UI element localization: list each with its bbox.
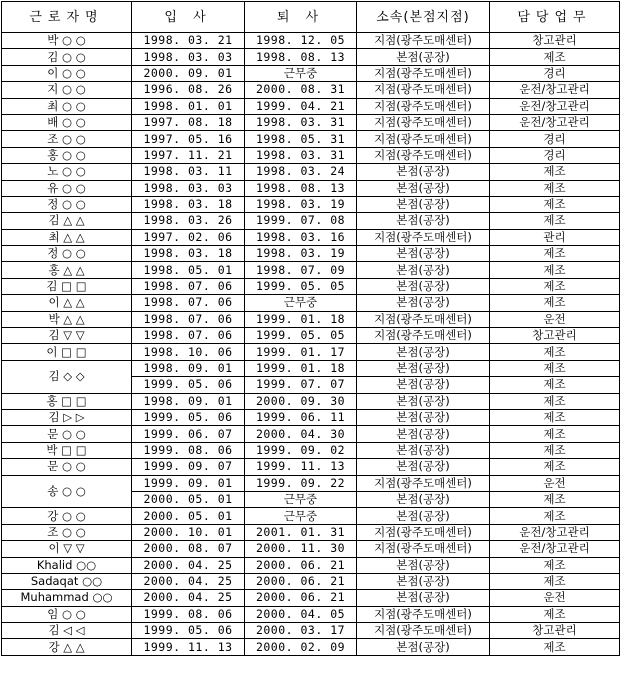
cell-name: 박 ○ ○ [2, 33, 132, 49]
cell-leave-date: 1998. 08. 13 [245, 49, 357, 65]
cell-hire-date: 1996. 08. 26 [132, 82, 245, 98]
cell-hire-date: 1998. 07. 06 [132, 311, 245, 327]
cell-name: 이 ▽ ▽ [2, 541, 132, 557]
cell-name: Khalid ○○ [2, 557, 132, 573]
cell-department: 본점(공장) [357, 360, 490, 376]
cell-job: 제조 [490, 393, 620, 409]
cell-job: 제조 [490, 573, 620, 589]
cell-leave-date: 1998. 05. 31 [245, 131, 357, 147]
cell-department: 본점(공장) [357, 590, 490, 606]
cell-hire-date: 2000. 05. 01 [132, 491, 245, 507]
header-row [2, 2, 620, 33]
cell-department: 본점(공장) [357, 442, 490, 458]
cell-department: 본점(공장) [357, 49, 490, 65]
table-row [2, 475, 620, 491]
table-row [2, 213, 620, 229]
cell-name: 임 ○ ○ [2, 606, 132, 622]
cell-department: 본점(공장) [357, 393, 490, 409]
cell-department: 본점(공장) [357, 377, 490, 393]
cell-job: 제조 [490, 459, 620, 475]
table-row [2, 328, 620, 344]
cell-hire-date: 1998. 07. 06 [132, 295, 245, 311]
cell-job: 제조 [490, 196, 620, 212]
cell-name: 지 ○ ○ [2, 82, 132, 98]
cell-name: 최 ○ ○ [2, 98, 132, 114]
cell-department: 본점(공장) [357, 344, 490, 360]
cell-name: 홍 △ △ [2, 262, 132, 278]
cell-hire-date: 1998. 09. 01 [132, 360, 245, 376]
cell-job: 운전 [490, 311, 620, 327]
cell-job: 제조 [490, 491, 620, 507]
table-row [2, 295, 620, 311]
cell-name: 김 ▽ ▽ [2, 328, 132, 344]
cell-department: 본점(공장) [357, 196, 490, 212]
cell-name: 김 ◇ ◇ [2, 360, 132, 393]
cell-name: 홍 ○ ○ [2, 147, 132, 163]
header-name: 근로자명 [2, 2, 132, 33]
cell-hire-date: 1998. 07. 06 [132, 278, 245, 294]
cell-leave-date: 1999. 11. 13 [245, 459, 357, 475]
cell-name: 김 □ □ [2, 278, 132, 294]
cell-leave-date: 2000. 06. 21 [245, 573, 357, 589]
cell-name: 조 ○ ○ [2, 131, 132, 147]
table-row [2, 393, 620, 409]
cell-name: 박 □ □ [2, 442, 132, 458]
cell-name: 홍 □ □ [2, 393, 132, 409]
cell-department: 본점(공장) [357, 409, 490, 425]
cell-department: 본점(공장) [357, 278, 490, 294]
cell-leave-date: 근무중 [245, 65, 357, 81]
cell-job: 관리 [490, 229, 620, 245]
cell-leave-date: 2001. 01. 31 [245, 524, 357, 540]
cell-leave-date: 2000. 09. 30 [245, 393, 357, 409]
cell-leave-date: 1999. 01. 18 [245, 311, 357, 327]
cell-job: 운전 [490, 475, 620, 491]
table-row [2, 639, 620, 655]
cell-hire-date: 1998. 03. 18 [132, 196, 245, 212]
cell-hire-date: 1998. 03. 03 [132, 49, 245, 65]
cell-leave-date: 1998. 07. 09 [245, 262, 357, 278]
cell-leave-date: 1998. 03. 31 [245, 114, 357, 130]
cell-leave-date: 2000. 04. 30 [245, 426, 357, 442]
cell-department: 지점(광주도매센터) [357, 229, 490, 245]
cell-job: 창고관리 [490, 33, 620, 49]
cell-name: Sadaqat ○○ [2, 573, 132, 589]
cell-job: 제조 [490, 377, 620, 393]
cell-name: 김 ◁ ◁ [2, 623, 132, 639]
header-leave-date: 퇴 사 [245, 2, 357, 33]
cell-leave-date: 2000. 06. 21 [245, 590, 357, 606]
cell-hire-date: 1997. 02. 06 [132, 229, 245, 245]
table-row [2, 262, 620, 278]
cell-department: 본점(공장) [357, 508, 490, 524]
table-body [2, 33, 620, 656]
cell-job: 제조 [490, 295, 620, 311]
table-row [2, 278, 620, 294]
cell-name: 조 ○ ○ [2, 524, 132, 540]
cell-hire-date: 1997. 11. 21 [132, 147, 245, 163]
header-job: 담당업무 [490, 2, 620, 33]
cell-leave-date: 1999. 01. 18 [245, 360, 357, 376]
cell-job: 창고관리 [490, 328, 620, 344]
cell-name: Muhammad ○○ [2, 590, 132, 606]
cell-job: 제조 [490, 606, 620, 622]
table-row [2, 360, 620, 376]
cell-leave-date: 1998. 03. 16 [245, 229, 357, 245]
cell-name: 송 ○ ○ [2, 475, 132, 508]
table-row [2, 557, 620, 573]
cell-department: 지점(광주도매센터) [357, 82, 490, 98]
cell-hire-date: 2000. 05. 01 [132, 508, 245, 524]
cell-hire-date: 1998. 03. 18 [132, 246, 245, 262]
cell-leave-date: 1998. 03. 31 [245, 147, 357, 163]
table-row [2, 131, 620, 147]
cell-department: 지점(광주도매센터) [357, 65, 490, 81]
cell-department: 본점(공장) [357, 246, 490, 262]
table-row [2, 311, 620, 327]
cell-job: 운전/창고관리 [490, 98, 620, 114]
cell-leave-date: 2000. 08. 31 [245, 82, 357, 98]
cell-name: 정 ○ ○ [2, 246, 132, 262]
cell-job: 제조 [490, 278, 620, 294]
cell-leave-date: 근무중 [245, 508, 357, 524]
cell-hire-date: 1998. 03. 26 [132, 213, 245, 229]
cell-department: 지점(광주도매센터) [357, 475, 490, 491]
cell-job: 제조 [490, 344, 620, 360]
cell-name: 김 ▷ ▷ [2, 409, 132, 425]
table-row [2, 246, 620, 262]
cell-job: 운전/창고관리 [490, 524, 620, 540]
header-hire-date: 입 사 [132, 2, 245, 33]
cell-leave-date: 2000. 04. 05 [245, 606, 357, 622]
cell-department: 지점(광주도매센터) [357, 311, 490, 327]
table-row [2, 409, 620, 425]
table-row [2, 33, 620, 49]
cell-name: 강 ○ ○ [2, 508, 132, 524]
cell-leave-date: 근무중 [245, 295, 357, 311]
cell-name: 문 ○ ○ [2, 459, 132, 475]
cell-job: 제조 [490, 180, 620, 196]
table-row [2, 541, 620, 557]
cell-department: 지점(광주도매센터) [357, 623, 490, 639]
cell-hire-date: 1998. 07. 06 [132, 328, 245, 344]
cell-department: 본점(공장) [357, 573, 490, 589]
table-row [2, 442, 620, 458]
cell-job: 제조 [490, 557, 620, 573]
cell-leave-date: 1999. 09. 22 [245, 475, 357, 491]
table-row [2, 164, 620, 180]
cell-department: 지점(광주도매센터) [357, 541, 490, 557]
cell-job: 제조 [490, 409, 620, 425]
cell-hire-date: 1999. 05. 06 [132, 377, 245, 393]
cell-department: 본점(공장) [357, 262, 490, 278]
cell-name: 노 ○ ○ [2, 164, 132, 180]
table-row [2, 180, 620, 196]
cell-hire-date: 1999. 08. 06 [132, 606, 245, 622]
cell-hire-date: 1998. 05. 01 [132, 262, 245, 278]
cell-hire-date: 1997. 05. 16 [132, 131, 245, 147]
cell-hire-date: 2000. 10. 01 [132, 524, 245, 540]
cell-leave-date: 1998. 03. 19 [245, 196, 357, 212]
cell-job: 제조 [490, 246, 620, 262]
cell-job: 운전/창고관리 [490, 82, 620, 98]
cell-leave-date: 2000. 06. 21 [245, 557, 357, 573]
table-row [2, 573, 620, 589]
cell-leave-date: 2000. 03. 17 [245, 623, 357, 639]
cell-department: 본점(공장) [357, 180, 490, 196]
cell-hire-date: 2000. 08. 07 [132, 541, 245, 557]
cell-job: 제조 [490, 213, 620, 229]
table-row [2, 98, 620, 114]
cell-department: 본점(공장) [357, 213, 490, 229]
table-row [2, 623, 620, 639]
cell-department: 지점(광주도매센터) [357, 606, 490, 622]
cell-job: 제조 [490, 639, 620, 655]
cell-hire-date: 1998. 03. 21 [132, 33, 245, 49]
table-row [2, 508, 620, 524]
cell-job: 제조 [490, 426, 620, 442]
cell-department: 본점(공장) [357, 557, 490, 573]
cell-name: 김 ○ ○ [2, 49, 132, 65]
cell-department: 본점(공장) [357, 164, 490, 180]
cell-leave-date: 1998. 08. 13 [245, 180, 357, 196]
cell-name: 이 □ □ [2, 344, 132, 360]
cell-name: 이 ○ ○ [2, 65, 132, 81]
table-row [2, 524, 620, 540]
cell-hire-date: 2000. 04. 25 [132, 573, 245, 589]
employee-table [1, 1, 620, 656]
cell-hire-date: 2000. 09. 01 [132, 65, 245, 81]
cell-name: 이 △ △ [2, 295, 132, 311]
cell-name: 배 ○ ○ [2, 114, 132, 130]
cell-department: 지점(광주도매센터) [357, 98, 490, 114]
cell-department: 지점(광주도매센터) [357, 328, 490, 344]
cell-job: 운전/창고관리 [490, 114, 620, 130]
table-row [2, 590, 620, 606]
table-row [2, 426, 620, 442]
cell-leave-date: 2000. 11. 30 [245, 541, 357, 557]
cell-name: 유 ○ ○ [2, 180, 132, 196]
cell-job: 경리 [490, 65, 620, 81]
table-row [2, 459, 620, 475]
cell-job: 제조 [490, 262, 620, 278]
table-row [2, 606, 620, 622]
cell-leave-date: 1999. 01. 17 [245, 344, 357, 360]
cell-job: 운전/창고관리 [490, 541, 620, 557]
cell-leave-date: 1999. 09. 02 [245, 442, 357, 458]
cell-department: 본점(공장) [357, 491, 490, 507]
cell-leave-date: 근무중 [245, 491, 357, 507]
cell-hire-date: 1999. 08. 06 [132, 442, 245, 458]
cell-leave-date: 1999. 06. 11 [245, 409, 357, 425]
cell-department: 본점(공장) [357, 459, 490, 475]
cell-leave-date: 2000. 02. 09 [245, 639, 357, 655]
table-row [2, 114, 620, 130]
cell-department: 지점(광주도매센터) [357, 131, 490, 147]
cell-department: 지점(광주도매센터) [357, 33, 490, 49]
cell-leave-date: 1998. 03. 19 [245, 246, 357, 262]
cell-name: 최 △ △ [2, 229, 132, 245]
table-row [2, 82, 620, 98]
cell-job: 경리 [490, 131, 620, 147]
cell-hire-date: 1998. 10. 06 [132, 344, 245, 360]
cell-hire-date: 1999. 05. 06 [132, 623, 245, 639]
cell-hire-date: 1999. 09. 01 [132, 475, 245, 491]
cell-leave-date: 1999. 07. 07 [245, 377, 357, 393]
cell-department: 지점(광주도매센터) [357, 524, 490, 540]
cell-name: 강 △ △ [2, 639, 132, 655]
cell-leave-date: 1999. 07. 08 [245, 213, 357, 229]
header-department: 소속(본점지점) [357, 2, 490, 33]
cell-job: 창고관리 [490, 623, 620, 639]
table-row [2, 196, 620, 212]
cell-leave-date: 1998. 12. 05 [245, 33, 357, 49]
table-row [2, 229, 620, 245]
cell-hire-date: 1998. 09. 01 [132, 393, 245, 409]
cell-name: 김 △ △ [2, 213, 132, 229]
cell-hire-date: 1998. 03. 11 [132, 164, 245, 180]
cell-job: 제조 [490, 49, 620, 65]
cell-department: 지점(광주도매센터) [357, 114, 490, 130]
cell-leave-date: 1998. 03. 24 [245, 164, 357, 180]
table-row [2, 147, 620, 163]
cell-job: 제조 [490, 442, 620, 458]
cell-job: 경리 [490, 147, 620, 163]
cell-hire-date: 1999. 09. 07 [132, 459, 245, 475]
cell-name: 정 ○ ○ [2, 196, 132, 212]
cell-leave-date: 1999. 04. 21 [245, 98, 357, 114]
cell-department: 본점(공장) [357, 639, 490, 655]
cell-job: 제조 [490, 164, 620, 180]
cell-job: 제조 [490, 360, 620, 376]
cell-hire-date: 1999. 06. 07 [132, 426, 245, 442]
cell-hire-date: 2000. 04. 25 [132, 557, 245, 573]
table-row [2, 49, 620, 65]
cell-job: 제조 [490, 508, 620, 524]
table-row [2, 344, 620, 360]
cell-hire-date: 1997. 08. 18 [132, 114, 245, 130]
cell-name: 박 △ △ [2, 311, 132, 327]
cell-hire-date: 2000. 04. 25 [132, 590, 245, 606]
cell-name: 문 ○ ○ [2, 426, 132, 442]
cell-hire-date: 1998. 01. 01 [132, 98, 245, 114]
cell-department: 지점(광주도매센터) [357, 147, 490, 163]
cell-leave-date: 1999. 05. 05 [245, 328, 357, 344]
table-row [2, 65, 620, 81]
cell-hire-date: 1999. 05. 06 [132, 409, 245, 425]
cell-job: 운전 [490, 590, 620, 606]
cell-leave-date: 1999. 05. 05 [245, 278, 357, 294]
cell-department: 본점(공장) [357, 295, 490, 311]
cell-hire-date: 1998. 03. 03 [132, 180, 245, 196]
cell-hire-date: 1999. 11. 13 [132, 639, 245, 655]
cell-department: 본점(공장) [357, 426, 490, 442]
